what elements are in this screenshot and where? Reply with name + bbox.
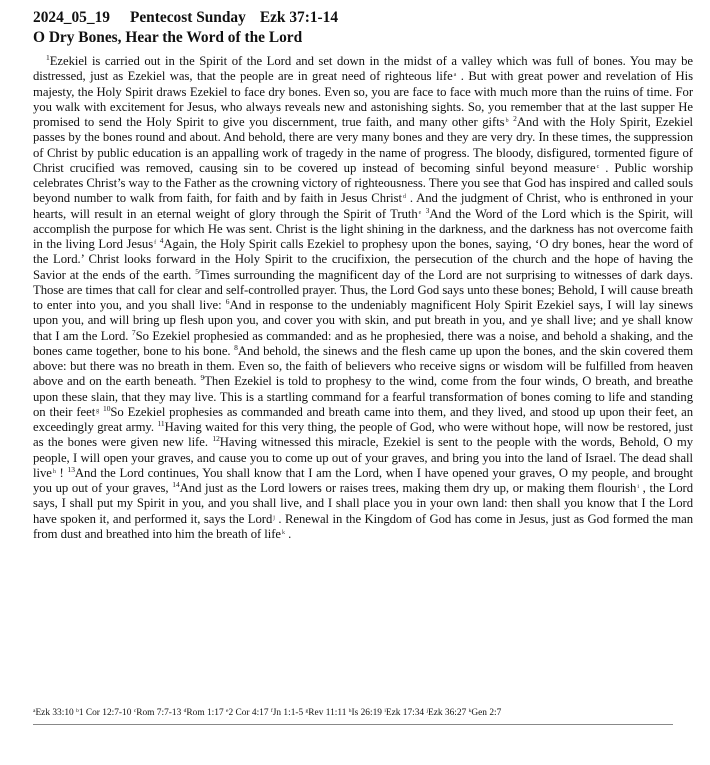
verse-text: Having waited for this very thing, the people of God, who were without hope, will now be restored, just as the bones were given new life. xyxy=(33,420,693,450)
reference-key: b xyxy=(76,708,79,714)
verse-text: So Ezekiel prophesies as commanded and breath came into them, and they lived, and stood up upon their feet, an exceedingly great army. xyxy=(33,404,693,434)
verse-number: 13 xyxy=(67,464,75,474)
reference-key: h xyxy=(348,708,352,714)
footnote-marker: h xyxy=(52,468,56,475)
reference-citation: Rom 1:17 xyxy=(186,708,224,718)
reference-citation: Ezk 36:27 xyxy=(428,708,467,718)
verse-number: 10 xyxy=(103,403,111,413)
footnote-marker: b xyxy=(505,118,509,124)
verse-text: . But with great power and revelation of His majesty, the Holy Spirit draws Ezekiel to face dry bones. Even so, you are face to face with much more than the ruins of time. For you walk with excitement for Jesus, who always reveals new and astonishing sights. So, you remember that at the last supper He promised to send the Holy Spirit to give you discernment, true faith, and many other gifts xyxy=(33,69,693,129)
reference-key: f xyxy=(270,708,273,714)
verse-text: . Renewal in the Kingdom of God has come in Jesus, just as God formed the man from dust and breathed into him the breath of life xyxy=(33,511,693,541)
reference-citation: 1 Cor 12:7-10 xyxy=(78,708,132,718)
verse-text: . And the judgment of Christ, who is enthroned in your hearts, will result in an eternal weight of glory through the Spirit of Truth xyxy=(33,191,693,221)
verse-number: 1 xyxy=(46,53,50,62)
reference-citation: Gen 2:7 xyxy=(471,708,502,718)
verse-text: And with the Holy Spirit, Ezekiel passes by the bones round and about. And behold, there are very many bones and they are very dry. In these times, the suppression of Christ by public education is an appalling work of tragedy in the name of progress. The bloody, disfigured, tormented figure of Christ crucified was removed, causing sin to be covered up instead of becoming sinful beyond measure xyxy=(33,115,694,175)
verse-text: Times surrounding the magnificent day of the Lord are not surprising to witnesses of dark days. Those are times that call for clear and self-controlled prayer. Thus, the Lord God says unto these bones; Behold, I will cause breath to enter into you, and you shall live: xyxy=(33,267,693,312)
header-line xyxy=(33,8,693,28)
verse-text: ! xyxy=(59,465,64,480)
reference-key: j xyxy=(426,708,428,714)
reference-citation: Ezk 33:10 xyxy=(35,708,74,718)
sermon-body xyxy=(33,54,693,542)
verse-text: . xyxy=(288,526,292,541)
reference-key: e xyxy=(225,708,229,714)
footnote-marker: a xyxy=(453,72,457,79)
liturgical-day: Pentecost Sunday xyxy=(129,9,246,26)
verse-text: So Ezekiel prophesied as commanded: and as he prophesied, there was a noise, and behold a shaking, and the bones came together, bone to his bone. xyxy=(33,328,693,358)
reference-citation: Ezk 17:34 xyxy=(385,708,425,718)
reference-citation: Is 26:19 xyxy=(351,708,382,718)
reference-key: k xyxy=(468,708,472,714)
reference-key: c xyxy=(133,708,137,714)
sermon-title: O Dry Bones, Hear the Word of the Lord xyxy=(33,29,303,46)
footnote-marker: f xyxy=(154,240,157,246)
verse-number: 14 xyxy=(172,480,180,489)
reference-key: a xyxy=(33,708,36,714)
verse-number: 8 xyxy=(234,342,238,352)
reference-citation: Jn 1:1-5 xyxy=(272,708,304,718)
footnote-marker: e xyxy=(418,209,422,216)
verse-text: Having witnessed this miracle, Ezekiel is sent to the people with the words, Behold, O my people, I will open your graves, and cause you to come up out of your graves, and bring you into the land of Israel. The dead shall live xyxy=(33,435,694,480)
footnote-marker: k xyxy=(282,529,285,536)
verse-number: 7 xyxy=(131,327,136,337)
reference-key: d xyxy=(183,708,187,714)
verse-number: 5 xyxy=(195,266,199,276)
verse-text: And the Lord continues, You shall know that I am the Lord, when I have opened your graves, O my people, and brought you up out of your graves, xyxy=(33,465,694,495)
reference-key: i xyxy=(384,708,386,714)
sermon-date: 2024_05_19 xyxy=(33,9,110,26)
sermon-page xyxy=(33,8,694,718)
verse-number: 11 xyxy=(157,419,165,428)
verse-text: . Public worship celebrates Christ’s way to the Father as the crowning victory of righteousness. There you see that God has inspired and called souls beyond number to walk from faith, for faith and by faith in Jesus Christ xyxy=(33,160,693,206)
verse-text: And just as the Lord lowers or raises trees, making them dry up, or making them flourish xyxy=(179,481,637,495)
verse-text: Again, the Holy Spirit calls Ezekiel to prophesy upon the bones, saying, ‘O dry bones, hear the word of the Lord.’ Christ looks forward in the Holy Spirit to the crucifixion, the persecution of the church and the hope of having the Savior at the ends of the earth. xyxy=(33,237,693,282)
footnote-marker: d xyxy=(403,194,406,201)
footnote-marker: i xyxy=(637,484,639,490)
footnote-marker: c xyxy=(596,163,600,170)
verse-number: 12 xyxy=(212,434,220,444)
verse-text: And in response to the undeniably magnificent Holy Spirit Ezekiel says, I will lay sinews upon you, and will bring up flesh upon you, and cover you with skin, and put breath in you, and ye shall live; and ye shall know that I am the Lord. xyxy=(33,298,694,343)
reference-key: g xyxy=(305,708,309,714)
reference-citation: 2 Cor 4:17 xyxy=(228,708,269,718)
verse-text: And behold, the sinews and the flesh came up upon the bones, and the skin covered them above: but there was no breath in them. Even so, the faith of believers who receive signs or wisdom will be fulfilled from heaven above and on the earth beneath. xyxy=(33,343,694,389)
verse-number: 9 xyxy=(200,373,205,383)
verse-number: 6 xyxy=(225,297,230,306)
reference-citation: Rev 11:11 xyxy=(308,708,347,718)
verse-text: Then Ezekiel is told to prophesy to the wind, come from the four winds, O breath, and breathe upon these slain, that they may live. This is a startling command for a fearful transformation of bones coming to life and standing on their feet xyxy=(33,374,694,419)
verse-number: 2 xyxy=(513,114,517,123)
reference-citation: Rom 7:7-13 xyxy=(136,708,182,718)
verse-number: 3 xyxy=(425,205,430,215)
verse-text: And the Word of the Lord which is the Spirit, will accomplish the purpose for which He was sent. Christ is the light shining in the darkness, and the darkness has not overcome faith in the living Lord Jesus xyxy=(33,206,693,251)
footer-divider xyxy=(33,724,673,725)
verse-number: 4 xyxy=(159,236,164,245)
scripture-reference: Ezk 37:1-14 xyxy=(259,9,339,26)
verse-text: Ezekiel is carried out in the Spirit of the Lord and set down in the midst of a valley which was full of bones. You may be distressed, just as Ezekiel was, that the people are in great need of righteous life xyxy=(33,54,693,84)
footnote-marker: g xyxy=(96,407,100,414)
footnote-marker: j xyxy=(273,514,275,521)
footnote-references xyxy=(33,707,693,719)
verse-text: , the Lord says, I shall put my Spirit in you, and you shall live, and I shall place you in your own land: then shall you know that I the Lord have spoken it, and performed it, says the Lord xyxy=(33,481,694,526)
